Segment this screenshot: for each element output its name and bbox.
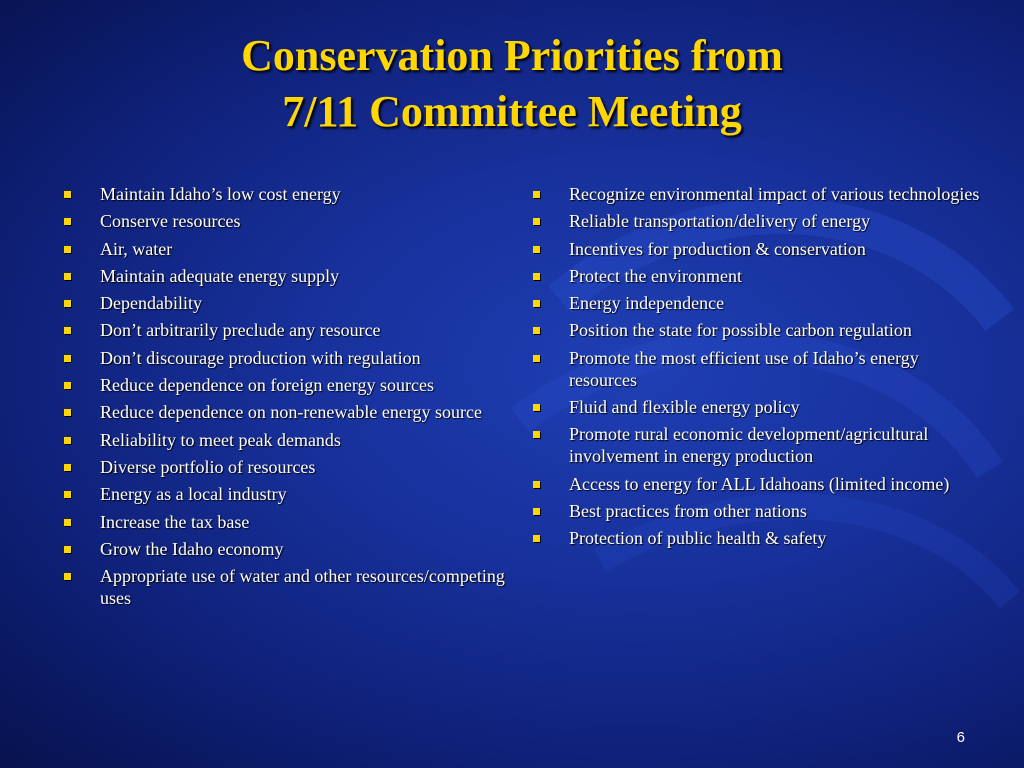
bullet-text: Increase the tax base (100, 511, 250, 532)
bullet-item (531, 423, 981, 467)
square-bullet-icon (64, 519, 71, 526)
bullet-item (531, 265, 981, 287)
square-bullet-icon (64, 246, 71, 253)
bullet-text: Access to energy for ALL Idahoans (limited income) (569, 473, 950, 494)
square-bullet-icon (64, 382, 71, 389)
bullet-item (62, 347, 506, 369)
bullet-text: Promote the most efficient use of Idaho’s energy resources (569, 347, 919, 390)
bullet-item (531, 473, 981, 495)
bullet-item (531, 527, 981, 549)
bullet-item (62, 483, 506, 505)
square-bullet-icon (64, 327, 71, 334)
bullet-item (62, 429, 506, 451)
square-bullet-icon (64, 573, 71, 580)
page-number: 6 (956, 729, 965, 746)
bullet-item (62, 292, 506, 314)
bullet-text: Recognize environmental impact of various technologies (569, 184, 980, 204)
bullet-item (531, 319, 981, 341)
bullet-text: Energy independence (569, 293, 725, 314)
square-bullet-icon (64, 218, 71, 225)
bullet-item (62, 319, 506, 341)
bullet-item (62, 565, 506, 609)
square-bullet-icon (533, 535, 540, 542)
bullet-text: Conserve resources (100, 211, 241, 232)
square-bullet-icon (64, 437, 71, 444)
bullet-item (531, 347, 981, 391)
bullet-item (531, 292, 981, 314)
square-bullet-icon (64, 273, 71, 280)
square-bullet-icon (64, 464, 71, 471)
square-bullet-icon (533, 431, 540, 438)
slide-title-line-1: Conservation Priorities from (241, 31, 783, 80)
bullet-text: Air, water (100, 238, 173, 259)
square-bullet-icon (533, 218, 540, 225)
bullet-item (62, 401, 506, 423)
bullet-text: Protect the environment (569, 265, 742, 286)
bullet-item (531, 238, 981, 260)
bullet-text: Reliable transportation/delivery of energy (569, 211, 871, 232)
bullet-text: Dependability (100, 293, 202, 314)
square-bullet-icon (533, 191, 540, 198)
bullet-text: Position the state for possible carbon regulation (569, 320, 912, 341)
bullet-item (62, 511, 506, 533)
square-bullet-icon (533, 481, 540, 488)
square-bullet-icon (64, 300, 71, 307)
slide-title (0, 28, 1024, 140)
bullet-item (531, 396, 981, 418)
square-bullet-icon (533, 273, 540, 280)
square-bullet-icon (64, 491, 71, 498)
bullet-text: Incentives for production & conservation (569, 238, 866, 259)
bullet-item (62, 265, 506, 287)
bullet-text: Best practices from other nations (569, 500, 807, 521)
bullet-text: Reduce dependence on foreign energy sources (100, 375, 435, 396)
bullet-item (62, 456, 506, 478)
bullet-item (62, 238, 506, 260)
bullet-item (531, 210, 981, 232)
bullet-text: Reliability to meet peak demands (100, 429, 341, 450)
square-bullet-icon (533, 508, 540, 515)
bullet-item (62, 538, 506, 560)
square-bullet-icon (64, 409, 71, 416)
bullet-text: Grow the Idaho economy (100, 538, 284, 559)
bullet-item (531, 500, 981, 522)
square-bullet-icon (533, 404, 540, 411)
square-bullet-icon (533, 300, 540, 307)
square-bullet-icon (64, 355, 71, 362)
bullet-text: Fluid and flexible energy policy (569, 397, 800, 418)
bullet-text: Reduce dependence on non-renewable energy source (100, 402, 482, 423)
bullet-text: Energy as a local industry (100, 484, 287, 505)
square-bullet-icon (533, 355, 540, 362)
square-bullet-icon (533, 327, 540, 334)
square-bullet-icon (64, 546, 71, 553)
bullet-text: Promote rural economic development/agricultural involvement in energy production (569, 424, 929, 467)
bullet-text: Protection of public health & safety (569, 528, 827, 549)
bullet-text: Maintain adequate energy supply (100, 265, 340, 286)
square-bullet-icon (533, 246, 540, 253)
square-bullet-icon (64, 191, 71, 198)
left-bullet-list (62, 183, 506, 614)
bullet-item (62, 210, 506, 232)
bullet-item (531, 183, 981, 205)
bullet-text: Diverse portfolio of resources (100, 456, 316, 477)
bullet-item (62, 183, 506, 205)
bullet-text: Maintain Idaho’s low cost energy (100, 184, 341, 204)
bullet-text: Appropriate use of water and other resources/competing uses (100, 566, 505, 609)
bullet-text: Don’t arbitrarily preclude any resource (100, 320, 381, 341)
right-bullet-list (531, 183, 981, 555)
slide-title-line-2: 7/11 Committee Meeting (282, 87, 742, 136)
bullet-item (62, 374, 506, 396)
bullet-text: Don’t discourage production with regulation (100, 347, 421, 368)
